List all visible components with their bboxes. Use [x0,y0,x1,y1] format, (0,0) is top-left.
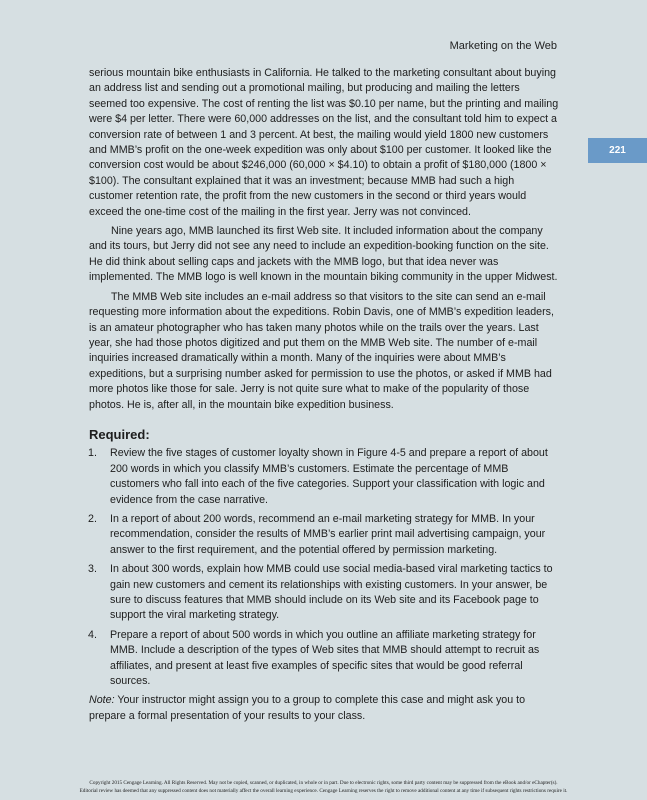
paragraph-email-photos: The MMB Web site includes an e-mail address so that visitors to the site can send an e-mail requesting more information about the expeditions. Robin Davis, one of MMB’s expedition leaders, is an amateur photographer who has taken many photos while on the trails over the years. Last year, she had those photos digitized and put them on the MMB Web site. The number of e-mail inquiries increased dramatically within a month. Many of the inquiries were about MMB’s expeditions, but a surprising number asked for permission to use the photos, or asked if MMB had more photos like those for sale. Jerry is not quite sure what to make of the popularity of those photos. He is, after all, in the mountain bike expedition business. [89,290,554,411]
required-item-text: In a report of about 200 words, recommend an e-mail marketing strategy for MMB. In your recommendation, consider the results of MMB’s earlier print mail advertising campaign, your answer to the first requirement, and the potential offered by permission marketing. [110,512,546,556]
required-item [89,628,559,690]
required-item-text: Prepare a report of about 500 words in which you outline an affiliate marketing strategy for MMB. Include a description of the types of Web sites that MMB should attempt to recruit as affiliates, and present at least five examples of specific sites that would be good referral sources. [110,628,540,688]
note-text: Your instructor might assign you to a group to complete this case and might ask you to prepare a formal presentation of your results to your class. [89,694,526,722]
copyright-line-1: Copyright 2015 Cengage Learning. All Rights Reserved. May not be copied, scanned, or duplicated, in whole or in part. Due to electronic rights, some third party content may be suppressed from the eBook and/or eChapter(s). [89,780,558,786]
required-item-text: Review the five stages of customer loyalty shown in Figure 4-5 and prepare a report of about 200 words in which you classify MMB’s customers. Estimate the percentage of MMB customers who fall into each of the five categories. Support your classification with logic and evidence from the case narrative. [110,447,548,506]
copyright-footer [20,779,627,795]
paragraph-continued: serious mountain bike enthusiasts in California. He talked to the marketing consultant about buying an address list and sending out a promotional mailing, but producing and mailing the letters seemed too expensive. The cost of renting the list was $0.10 per name, but the printing and mailing were $4 per letter. There were 60,000 addresses on the list, and the consultant told him to expect a conversion rate of between 1 and 3 percent. At best, the mailing would yield 1800 new customers and MMB’s profit on the one-week expedition was only about $100 per customer. It looked like the conversion cost would be about $246,000 (60,000 × $4.10) to obtain a profit of $180,000 (1800 × $100). The consultant explained that it was an investment; because MMB had such a high customer retention rate, the profit from the new customers in the second or third years would exceed the one-time cost of the mailing in the first year. Jerry was not convinced. [89,67,559,218]
copyright-line-2: Editorial review has deemed that any suppressed content does not materially affect the overall learning experience. Cengage Learning reserves the right to remove additional content at any time if subsequent rights restrictions require it. [79,788,568,794]
required-item [89,446,559,508]
required-item-number: 3. [88,563,97,576]
page-number-tab: 221 [588,138,647,163]
required-item [89,562,559,624]
page-body [89,66,559,728]
note [89,693,559,724]
required-heading: Required: [89,426,150,442]
required-item-number: 1. [88,447,97,460]
required-item [89,512,559,558]
required-item-number: 2. [88,512,97,525]
note-label: Note: [89,694,115,707]
running-head: Marketing on the Web [449,40,557,52]
required-item-text: In about 300 words, explain how MMB could use social media-based viral marketing tactics to gain new customers and cement its relationships with existing customers. In your answer, be sure to discuss features that MMB should include on its Web site and its Facebook page to support the viral marketing strategy. [110,563,553,622]
paragraph-web-site: Nine years ago, MMB launched its first Web site. It included information about the company and its tours, but Jerry did not see any need to include an expedition-booking function on the site. He did think about selling caps and jackets with the MMB logo, but that idea never was implemented. The MMB logo is well known in the mountain biking community in the upper Midwest. [89,225,558,284]
required-list [89,446,559,689]
required-item-number: 4. [88,628,97,641]
